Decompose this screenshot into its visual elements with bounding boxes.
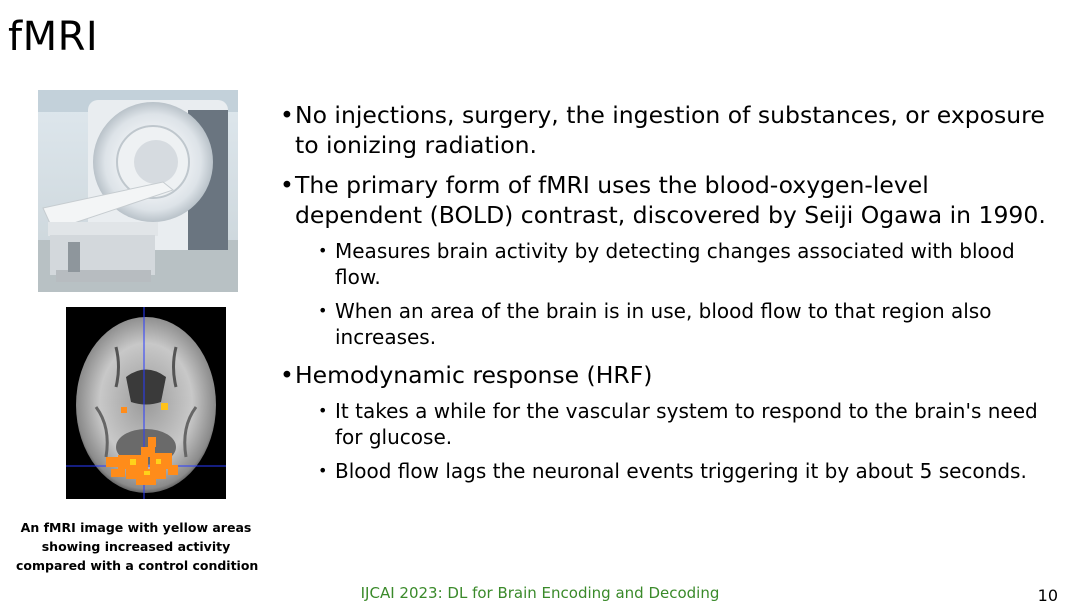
bullet-icon: • xyxy=(318,241,328,260)
sub-bullet-text: It takes a while for the vascular system to respond to the brain's need for glucose. xyxy=(335,399,1038,449)
bullet-icon: • xyxy=(280,361,294,389)
sub-bullet-text: Measures brain activity by detecting changes associated with blood flow. xyxy=(335,239,1015,289)
page-number: 10 xyxy=(1037,586,1058,605)
sub-bullet-item xyxy=(280,298,1050,350)
fmri-brain-image xyxy=(66,307,226,499)
caption-line: An fMRI image with yellow areas xyxy=(20,520,252,535)
bullet-icon: • xyxy=(318,401,328,420)
sub-bullet-item xyxy=(280,398,1050,450)
bullet-icon: • xyxy=(318,301,328,320)
bullet-text: The primary form of fMRI uses the blood-oxygen-level dependent (BOLD) contrast, discovered by Seiji Ogawa in 1990. xyxy=(295,171,1046,229)
bullet-item xyxy=(280,170,1050,350)
slide-title: fMRI xyxy=(8,14,99,60)
bullet-item xyxy=(280,100,1050,160)
sub-bullet-text: Blood flow lags the neuronal events triggering it by about 5 seconds. xyxy=(335,459,1027,483)
caption-line: showing increased activity xyxy=(41,539,231,554)
bullet-list xyxy=(280,100,1050,494)
mri-scanner-image xyxy=(38,90,238,292)
bullet-icon: • xyxy=(280,171,294,199)
bullet-item xyxy=(280,360,1050,484)
sub-bullet-item xyxy=(280,458,1050,484)
caption-line: compared with a control condition xyxy=(16,558,259,573)
image-caption xyxy=(16,518,259,575)
sub-bullet-item xyxy=(280,238,1050,290)
bullet-icon: • xyxy=(318,461,328,480)
bullet-text: No injections, surgery, the ingestion of substances, or exposure to ionizing radiation. xyxy=(295,101,1045,159)
bullet-icon: • xyxy=(280,101,294,129)
slide-footer: IJCAI 2023: DL for Brain Encoding and Decoding xyxy=(360,584,720,602)
bullet-text: Hemodynamic response (HRF) xyxy=(295,361,653,389)
sub-bullet-text: When an area of the brain is in use, blood flow to that region also increases. xyxy=(335,299,992,349)
